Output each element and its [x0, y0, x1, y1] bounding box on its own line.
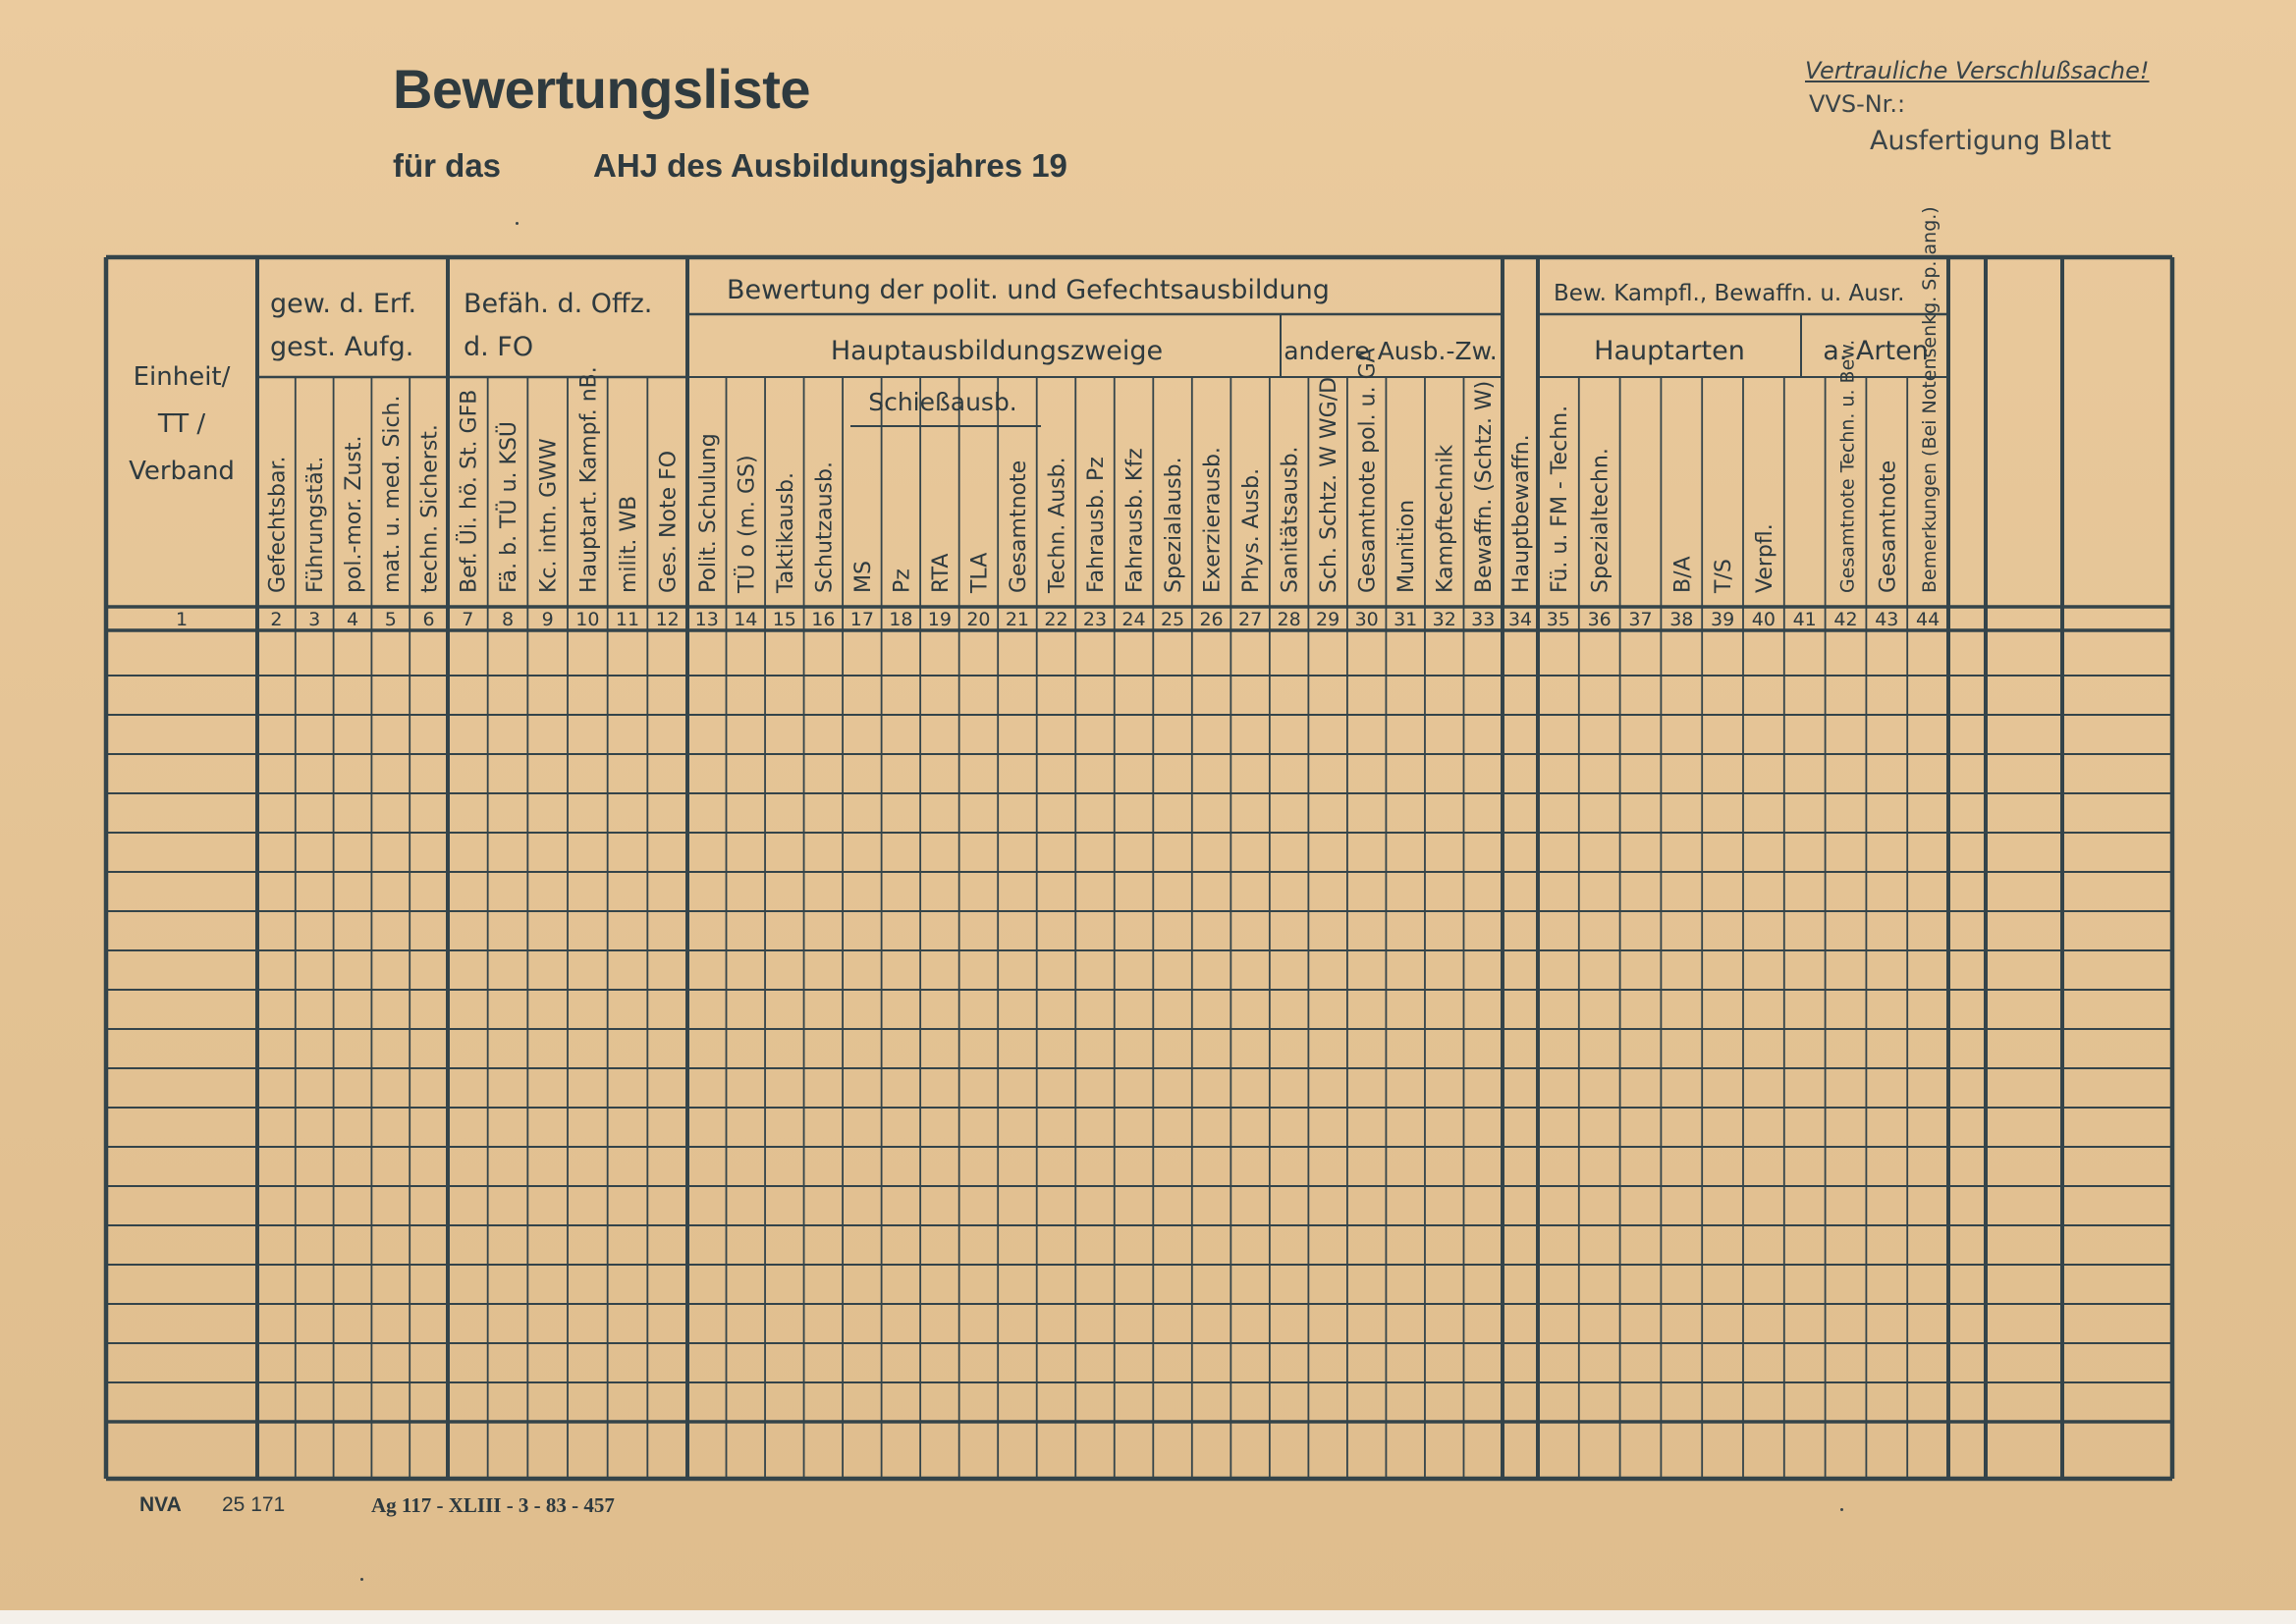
column-header-vertical: mat. u. med. Sich.: [379, 395, 405, 593]
fuer-das-label: für das: [393, 147, 502, 184]
column-number: 20: [966, 609, 991, 630]
column-header-vertical: pol.-mor. Zust.: [342, 435, 366, 593]
column-number: 23: [1082, 609, 1108, 630]
column-number: 37: [1628, 609, 1653, 630]
column-number: 33: [1471, 609, 1496, 630]
group-header-hauptarten: Hauptarten: [1594, 336, 1745, 366]
speck: [1840, 1508, 1843, 1511]
column-number: 18: [889, 609, 913, 630]
column-header-vertical: milit. WB: [617, 495, 641, 593]
footer-nva: NVA: [139, 1493, 182, 1516]
ahj-label: AHJ des Ausbildungsjahres 19: [593, 147, 1067, 184]
column-number: 28: [1277, 609, 1301, 630]
column-header-vertical: MS: [850, 561, 876, 593]
column-header-vertical: Gesamtnote: [1876, 460, 1901, 593]
group-header-fo: d. FO: [464, 332, 534, 362]
column-header-vertical: B/A: [1670, 556, 1696, 593]
column-header-vertical: Bemerkungen (Bei Notensenkg. Sp. ang.): [1919, 206, 1941, 593]
col1-header-line: TT /: [157, 409, 206, 439]
column-number: 11: [615, 609, 640, 630]
column-number: 6: [422, 609, 435, 630]
col1-header-line: Einheit/: [133, 362, 231, 392]
column-number: 8: [501, 609, 515, 630]
column-number: 22: [1044, 609, 1068, 630]
group-header-bew-kampf: Bew. Kampfl., Bewaffn. u. Ausr.: [1554, 281, 1905, 306]
page-title: Bewertungsliste: [393, 58, 811, 120]
footer-ag-number: Ag 117 - XLIII - 3 - 83 - 457: [371, 1493, 615, 1517]
column-header-vertical: Gesamtnote pol. u. GA: [1355, 348, 1381, 593]
group-header-gest: gest. Aufg.: [270, 332, 414, 362]
column-number: 24: [1121, 609, 1146, 630]
column-number: 40: [1751, 609, 1776, 630]
column-header-vertical: Schutzausb.: [812, 461, 838, 593]
column-header-vertical: Exerzierausb.: [1200, 447, 1226, 593]
column-number: 36: [1587, 609, 1612, 630]
column-number: 14: [734, 609, 758, 630]
column-number: 1: [175, 609, 189, 630]
column-header-vertical: Munition: [1394, 499, 1420, 593]
column-number: 13: [694, 609, 719, 630]
column-header-vertical: Hauptbewaffn.: [1509, 434, 1534, 593]
column-number: 19: [927, 609, 952, 630]
column-header-vertical: Taktikausb.: [773, 472, 798, 593]
group-header-hauptausb: Hauptausbildungszweige: [830, 336, 1164, 366]
column-number: 29: [1316, 609, 1340, 630]
column-number: 34: [1507, 609, 1533, 630]
column-header-vertical: Gesamtnote: [1006, 460, 1031, 593]
column-header-vertical: Pz: [890, 568, 915, 593]
column-header-vertical: Fü. u. FM - Techn.: [1547, 405, 1572, 593]
column-header-vertical: Fä. b. TÜ u. KSÜ: [497, 420, 521, 593]
column-header-vertical: Ges. Note FO: [656, 450, 682, 593]
column-header-vertical: Sch. Schtz. W WG/D: [1317, 376, 1342, 593]
column-header-vertical: Phys. Ausb.: [1239, 467, 1265, 593]
group-header-bewertung: Bewertung der polit. und Gefechtsausbildung: [727, 275, 1330, 305]
ausfertigung-label: Ausfertigung Blatt: [1870, 126, 2111, 156]
group-header-andere: andere Ausb.-Zw.: [1284, 337, 1498, 365]
column-number: 12: [655, 609, 680, 630]
column-header-vertical: Kc. intn. GWW: [536, 438, 562, 593]
column-number: 39: [1711, 609, 1735, 630]
column-header-vertical: TLA: [967, 552, 993, 593]
column-number: 4: [346, 609, 359, 630]
column-header-vertical: Spezialtechn.: [1588, 448, 1613, 593]
column-header-vertical: RTA: [928, 553, 954, 593]
column-header-vertical: Führungstät.: [303, 456, 329, 593]
classification-heading: Vertrauliche Verschlußsache!: [1805, 57, 2150, 84]
column-header-vertical: Polit. Schulung: [695, 433, 721, 593]
column-number: 3: [308, 609, 321, 630]
column-number: 16: [811, 609, 836, 630]
column-header-vertical: Fahrausb. Pz: [1084, 457, 1109, 593]
column-header-vertical: Techn. Ausb.: [1045, 457, 1070, 593]
column-number: 15: [772, 609, 796, 630]
column-header-vertical: Verpfl.: [1752, 523, 1777, 593]
column-number: 30: [1354, 609, 1379, 630]
group-header-gew: gew. d. Erf.: [270, 289, 417, 319]
column-header-vertical: Bef. Üi. hö. St. GFB: [457, 389, 482, 593]
column-header-vertical: Sanitätsausb.: [1278, 446, 1303, 593]
speck: [360, 1578, 363, 1581]
column-header-vertical: Hauptart. Kampf. nB.: [576, 366, 602, 593]
column-number: 25: [1160, 609, 1185, 630]
group-header-a-arten: a. Arten: [1823, 336, 1929, 366]
column-number: 7: [462, 609, 474, 630]
column-number: 17: [849, 609, 874, 630]
column-number: 27: [1238, 609, 1263, 630]
col1-header-line: Verband: [129, 457, 235, 486]
column-number: 35: [1546, 609, 1570, 630]
column-number: 31: [1394, 609, 1418, 630]
column-number: 5: [384, 609, 397, 630]
column-number: 42: [1833, 609, 1858, 630]
column-number: 21: [1005, 609, 1030, 630]
column-header-vertical: Gefechtsbar.: [265, 456, 291, 593]
group-header-befaeh: Befäh. d. Offz.: [464, 289, 653, 319]
column-number: 41: [1792, 609, 1817, 630]
column-number: 2: [270, 609, 283, 630]
column-number: 9: [541, 609, 554, 630]
column-header-vertical: Gesamtnote Techn. u. Bew.: [1836, 339, 1859, 593]
column-number: 26: [1199, 609, 1224, 630]
column-header-vertical: TÜ o (m. GS): [735, 455, 760, 593]
speck: [516, 222, 519, 225]
column-header-vertical: T/S: [1712, 559, 1737, 593]
column-number: 38: [1669, 609, 1694, 630]
column-header-vertical: techn. Sicherst.: [417, 424, 443, 593]
vvs-number-label: VVS-Nr.:: [1809, 90, 1906, 118]
group-header-schiess: Schießausb.: [868, 388, 1017, 416]
column-header-vertical: Spezialausb.: [1162, 457, 1187, 593]
footer-form-number: 25 171: [222, 1493, 286, 1516]
column-number: 10: [575, 609, 600, 630]
column-header-vertical: Bewaffn. (Schtz. W): [1472, 380, 1498, 593]
column-number: 44: [1916, 609, 1941, 630]
column-header-vertical: Kampftechnik: [1433, 444, 1458, 593]
column-number: 32: [1432, 609, 1456, 630]
column-header-vertical: Fahrausb. Kfz: [1122, 448, 1148, 593]
column-number: 43: [1875, 609, 1899, 630]
